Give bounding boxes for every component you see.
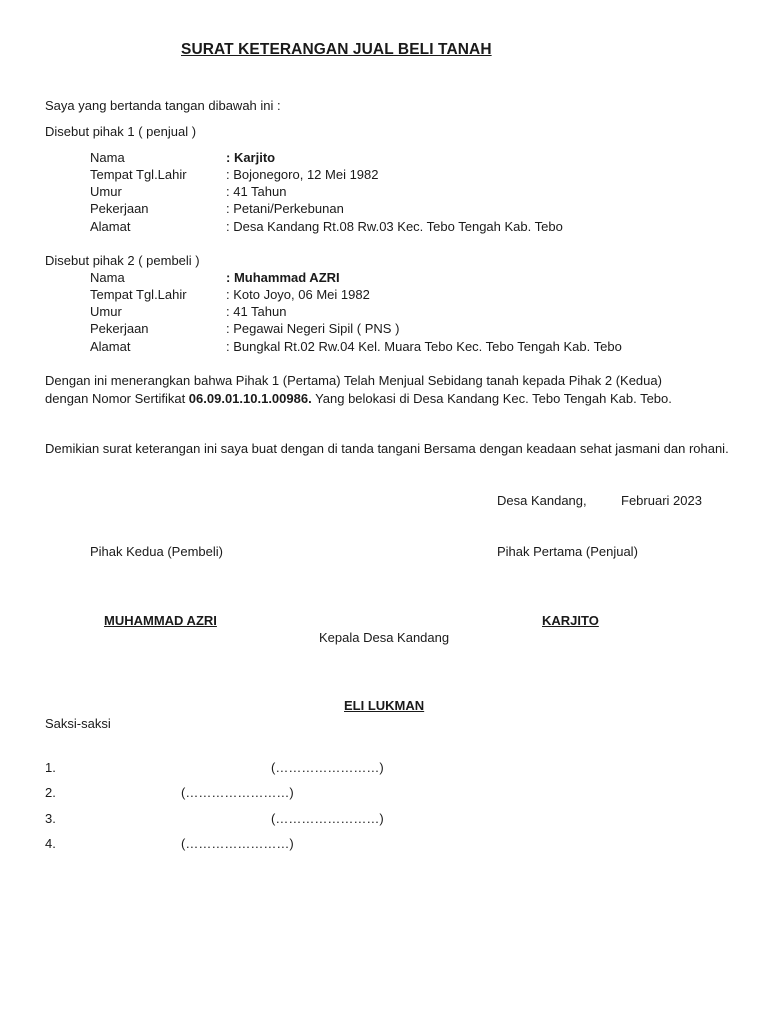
field-label: Nama <box>90 150 125 165</box>
witness-signature-blank: (……………………) <box>181 836 294 851</box>
field-value: : Muhammad AZRI <box>226 270 340 285</box>
field-label: Tempat Tgl.Lahir <box>90 167 187 182</box>
field-label: Pekerjaan <box>90 201 149 216</box>
field-label: Alamat <box>90 219 131 234</box>
statement-text: Yang belokasi di Desa Kandang Kec. Tebo Tengah Kab. Tebo. <box>311 391 672 406</box>
witness-number: 4. <box>45 836 56 851</box>
field-value: : Koto Joyo, 06 Mei 1982 <box>226 287 370 302</box>
place-text: Desa Kandang, <box>497 493 587 508</box>
statement-line2 <box>45 390 672 407</box>
closing-paragraph: Demikian surat keterangan ini saya buat dengan di tanda tangani Bersama dengan keadaan sehat jasmani dan rohani. <box>45 441 729 456</box>
field-value: : Bungkal Rt.02 Rw.04 Kel. Muara Tebo Kec. Tebo Tengah Kab. Tebo <box>226 339 622 354</box>
village-head-role: Kepala Desa Kandang <box>319 630 450 645</box>
witnesses-heading: Saksi-saksi <box>45 716 111 731</box>
field-value: : Petani/Perkebunan <box>226 201 344 216</box>
village-head-name: ELI LUKMAN <box>344 698 425 713</box>
field-label: Nama <box>90 270 125 285</box>
field-label: Alamat <box>90 339 131 354</box>
witness-number: 2. <box>45 785 56 800</box>
document-title: SURAT KETERANGAN JUAL BELI TANAH <box>181 41 492 58</box>
field-label: Tempat Tgl.Lahir <box>90 287 187 302</box>
witness-signature-blank: (……………………) <box>271 760 384 775</box>
witness-signature-blank: (……………………) <box>271 811 384 826</box>
field-value: : 41 Tahun <box>226 304 287 319</box>
statement-text: dengan Nomor Sertifikat <box>45 391 189 406</box>
field-label: Umur <box>90 184 122 199</box>
field-value: : Desa Kandang Rt.08 Rw.03 Kec. Tebo Tengah Kab. Tebo <box>226 219 563 234</box>
party1-role: Pihak Pertama (Penjual) <box>497 544 638 559</box>
intro-text: Saya yang bertanda tangan dibawah ini : <box>45 98 281 113</box>
party2-role: Pihak Kedua (Pembeli) <box>90 544 223 559</box>
certificate-number: 06.09.01.10.1.00986. <box>188 391 312 406</box>
field-value: : Bojonegoro, 12 Mei 1982 <box>226 167 379 182</box>
party2-heading: Disebut pihak 2 ( pembeli ) <box>45 253 200 268</box>
witness-number: 3. <box>45 811 56 826</box>
field-label: Umur <box>90 304 122 319</box>
statement-line1: Dengan ini menerangkan bahwa Pihak 1 (Pertama) Telah Menjual Sebidang tanah kepada Pihak 2 (Kedua) <box>45 373 662 388</box>
field-label: Pekerjaan <box>90 321 149 336</box>
party1-heading: Disebut pihak 1 ( penjual ) <box>45 124 197 139</box>
witness-number: 1. <box>45 760 56 775</box>
field-value: : Pegawai Negeri Sipil ( PNS ) <box>226 321 400 336</box>
witness-signature-blank: (……………………) <box>181 785 294 800</box>
party1-signature-name: KARJITO <box>542 613 599 628</box>
field-value: : Karjito <box>226 150 276 165</box>
date-text: Februari 2023 <box>621 493 702 508</box>
field-value: : 41 Tahun <box>226 184 287 199</box>
party2-signature-name: MUHAMMAD AZRI <box>104 613 217 628</box>
